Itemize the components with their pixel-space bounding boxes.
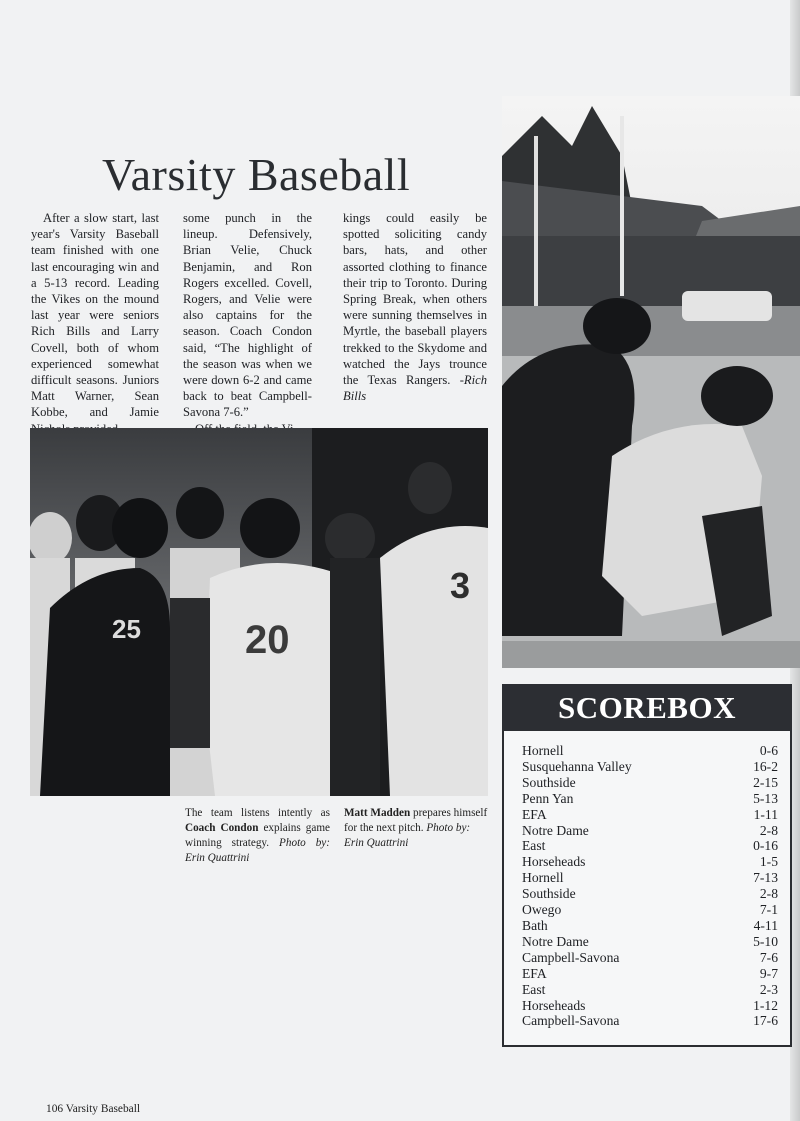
score-row bbox=[522, 807, 778, 823]
byline: -Rich Bills bbox=[343, 373, 488, 404]
score-row bbox=[522, 982, 778, 998]
opponent-name: Notre Dame bbox=[522, 822, 589, 838]
game-score: 1-12 bbox=[753, 997, 778, 1013]
player-3-jersey bbox=[380, 526, 488, 796]
car bbox=[682, 291, 772, 321]
score-row bbox=[522, 823, 778, 839]
game-score: 2-8 bbox=[759, 822, 778, 838]
jersey-number: 20 bbox=[245, 618, 290, 662]
photo-credit: Photo by: Erin Quattrini bbox=[344, 822, 471, 849]
team-huddle-photo bbox=[30, 428, 488, 796]
game-score: 2-3 bbox=[759, 981, 778, 997]
scorebox-title: SCOREBOX bbox=[502, 684, 792, 731]
article-column-3 bbox=[343, 210, 487, 404]
opponent-name: Hornell bbox=[522, 743, 564, 758]
opponent-name: EFA bbox=[522, 806, 547, 822]
opponent-name: Campbell-Savona bbox=[522, 949, 620, 965]
game-score: 5-10 bbox=[753, 933, 778, 949]
caption-subject: Coach Condon bbox=[185, 822, 259, 834]
score-row bbox=[522, 918, 778, 934]
page-title: Varsity Baseball bbox=[102, 149, 411, 200]
score-row bbox=[522, 870, 778, 886]
flag-pole bbox=[534, 136, 538, 316]
opponent-name: Horseheads bbox=[522, 854, 586, 870]
opponent-name: Southside bbox=[522, 774, 576, 790]
opponent-name: East bbox=[522, 981, 546, 997]
game-score: 1-5 bbox=[759, 854, 778, 870]
score-row bbox=[522, 902, 778, 918]
score-row bbox=[522, 1013, 778, 1029]
game-score: 0-16 bbox=[753, 838, 778, 854]
opponent-name: Owego bbox=[522, 902, 562, 918]
score-row bbox=[522, 775, 778, 791]
opponent-name: East bbox=[522, 838, 546, 854]
game-score: 2-8 bbox=[759, 886, 778, 902]
score-row bbox=[522, 743, 778, 759]
article-column-2 bbox=[183, 210, 312, 437]
caption-text: explains game winning strategy. bbox=[185, 822, 330, 849]
jersey-number: 3 bbox=[450, 565, 471, 606]
score-row bbox=[522, 950, 778, 966]
score-row bbox=[522, 998, 778, 1014]
team-photo-caption bbox=[185, 806, 330, 866]
scorebox bbox=[502, 684, 792, 1047]
game-score: 7-13 bbox=[753, 870, 778, 886]
score-row bbox=[522, 854, 778, 870]
score-row bbox=[522, 966, 778, 982]
opponent-name: Susquehanna Valley bbox=[522, 758, 632, 774]
article-text: kings could easily be spotted soliciting candy bars, hats, and other assorted clothing to finance their trip to Toronto. During Spring Break, when others were sunning themselves in Myrtle, the baseball players trekked to the Skydome and watched the Jays trounce the Texas Rangers. bbox=[343, 211, 487, 388]
opponent-name: Horseheads bbox=[522, 997, 586, 1013]
score-row bbox=[522, 934, 778, 950]
catcher-photo-caption bbox=[344, 806, 489, 851]
game-score: 5-13 bbox=[753, 790, 778, 806]
game-score: 2-15 bbox=[753, 774, 778, 790]
game-score: 0-6 bbox=[759, 743, 778, 758]
jersey-number: 25 bbox=[112, 614, 141, 644]
catcher-photo bbox=[502, 96, 800, 668]
caption-text: prepares himself for the next pitch. bbox=[344, 807, 488, 834]
game-score: 7-1 bbox=[759, 902, 778, 918]
score-row bbox=[522, 838, 778, 854]
game-score: 16-2 bbox=[753, 758, 778, 774]
score-row bbox=[522, 886, 778, 902]
game-score: 17-6 bbox=[753, 1013, 778, 1029]
game-score: 4-11 bbox=[753, 917, 778, 933]
page-footer: 106 Varsity Baseball bbox=[46, 1103, 141, 1115]
article-paragraph: After a slow start, last year's Varsity Baseball team finished with one last encouraging win and a 5-13 record. Leading the Vikes on the mound last year were seniors Rich Bills and Larry Covell, both of whom experienced somewhat difficult seasons. Juniors Matt Warner, Sean Kobbe, and Jamie bbox=[31, 211, 159, 420]
caption-text: The team listens intently as bbox=[185, 807, 330, 819]
article-paragraph: some punch in the lineup. Defensively, Brian Velie, Chuck Benjamin, and Ron Rogers excelled. Covell, Rogers, and Velie were also captains for the season. Coach Condon said, “The highlight of the season was when we were down 6-2 and came back to beat Campbell-Savona 7-6.” bbox=[183, 211, 312, 420]
opponent-name: Penn Yan bbox=[522, 790, 574, 806]
score-row bbox=[522, 759, 778, 775]
opponent-name: EFA bbox=[522, 965, 547, 981]
opponent-name: Hornell bbox=[522, 870, 564, 886]
score-list bbox=[504, 731, 790, 1029]
photo-credit: Photo by: Erin Quattrini bbox=[185, 837, 330, 864]
caption-subject: Matt Madden bbox=[344, 807, 411, 819]
opponent-name: Southside bbox=[522, 886, 576, 902]
game-score: 1-11 bbox=[753, 806, 778, 822]
catcher-mask bbox=[701, 366, 773, 426]
coach-jacket bbox=[40, 568, 175, 796]
opponent-name: Campbell-Savona bbox=[522, 1013, 620, 1029]
opponent-name: Bath bbox=[522, 917, 548, 933]
score-row bbox=[522, 791, 778, 807]
game-score: 7-6 bbox=[759, 949, 778, 965]
article-column-1 bbox=[31, 210, 159, 437]
opponent-name: Notre Dame bbox=[522, 933, 589, 949]
article-paragraph bbox=[343, 210, 487, 404]
game-score: 9-7 bbox=[759, 965, 778, 981]
